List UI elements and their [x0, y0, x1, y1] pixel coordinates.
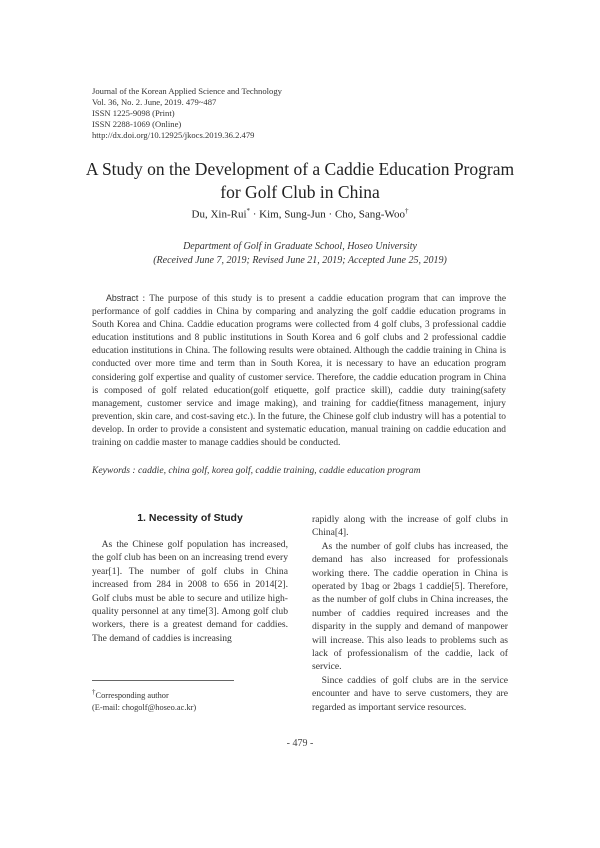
author-first: Du, Xin-Rui [191, 208, 247, 221]
author-rest: · Kim, Sung-Jun · Cho, Sang-Woo [250, 208, 405, 221]
footnote-label: Corresponding author [95, 690, 169, 700]
doi-link[interactable]: http://dx.doi.org/10.12925/jkocs.2019.36.2.479 [92, 130, 255, 140]
author-mark-1: * [246, 207, 251, 215]
page-number: - 479 - [286, 738, 314, 749]
affiliation-block [0, 240, 600, 268]
journal-volume: Vol. 36, No. 2. June, 2019. 479~487 [92, 97, 217, 107]
abstract [92, 292, 506, 450]
issn-online: ISSN 2288-1069 (Online) [92, 119, 182, 129]
author-mark-2: † [404, 207, 409, 215]
journal-header [92, 86, 282, 141]
footnote-divider [92, 680, 234, 681]
body-column-right [312, 513, 508, 714]
footnote-email[interactable]: (E-mail: chogolf@hoseo.ac.kr) [92, 702, 197, 712]
paper-title [0, 158, 600, 204]
affiliation-department: Department of Golf in Graduate School, Hoseo University [183, 241, 417, 252]
body-paragraph: rapidly along with the increase of golf clubs in China[4]. [312, 514, 508, 539]
abstract-text: The purpose of this study is to present a caddie education program that can improve the performance of golf caddies in China by comparing and analyzing the golf caddie education programs in South Korea and China. Caddie education programs were collected from 4 golf clubs, 3 professional caddie education institutions and 8 public institutions in South Korea and 6 golf clubs and 2 professional caddie education institutions in China. The following results were obtained. Although the caddie training in China is conducted over more time and term than in South Korea, it is necessary to have an education program considering golf expertise and quality of customer service. Therefore, the caddie education program in China is composed of golf related education(golf etiquette, golf practice skill), caddie duty training(safety management, customer service and image making), and training for caddie(fitness management, injury prevention, skin care, and cost-saving etc.). In the future, the Chinese golf club industry will has a potential to develop. In order to provide a consistent and systematic education, manual training on caddie education and training on caddie master to manage caddies should be conducted. [92, 294, 507, 449]
keywords: Keywords : caddie, china golf, korea golf, caddie training, caddie education program [92, 465, 421, 476]
body-paragraph: As the Chinese golf population has increased, the golf club has been on an increasing trend every year[1]. The number of golf clubs in China increased from 284 in 2008 to 656 in 2014[2]. Golf clubs must be able to secure and utilize high-quality personnel at any time[3]. Among golf club workers, there is a greatest demand for caddies. The demand of caddies is increasing [92, 539, 288, 644]
title-line-2: for Golf Club in China [220, 182, 380, 202]
footnote-mark: † [92, 688, 96, 696]
section-heading: 1. Necessity of Study [137, 512, 243, 524]
title-line-1: A Study on the Development of a Caddie Education Program [85, 159, 515, 179]
footnote [92, 686, 196, 714]
affiliation-dates: (Received June 7, 2019; Revised June 21, 2019; Accepted June 25, 2019) [153, 255, 447, 266]
journal-name: Journal of the Korean Applied Science and Technology [92, 86, 282, 96]
body-column-left [92, 538, 288, 645]
author-list [0, 207, 600, 221]
issn-print: ISSN 1225-9098 (Print) [92, 108, 175, 118]
body-paragraph: Since caddies of golf clubs are in the service encounter and have to serve customers, they are regarded as important service resources. [312, 674, 508, 713]
body-paragraph: As the number of golf clubs has increased, the demand has also increased for professionals working there. The caddie operation in China is operated by 1bag or 2bags 1 caddie[5]. Therefore, as the number of golf clubs in China increases, the number of caddies required increases and the disparity in the supply and demand of manpower will increase. This also leads to problems such as lack of professionalism of the caddie, lack of service. [312, 540, 508, 673]
abstract-label: Abstract [106, 293, 139, 303]
abstract-separator: : [138, 294, 150, 304]
